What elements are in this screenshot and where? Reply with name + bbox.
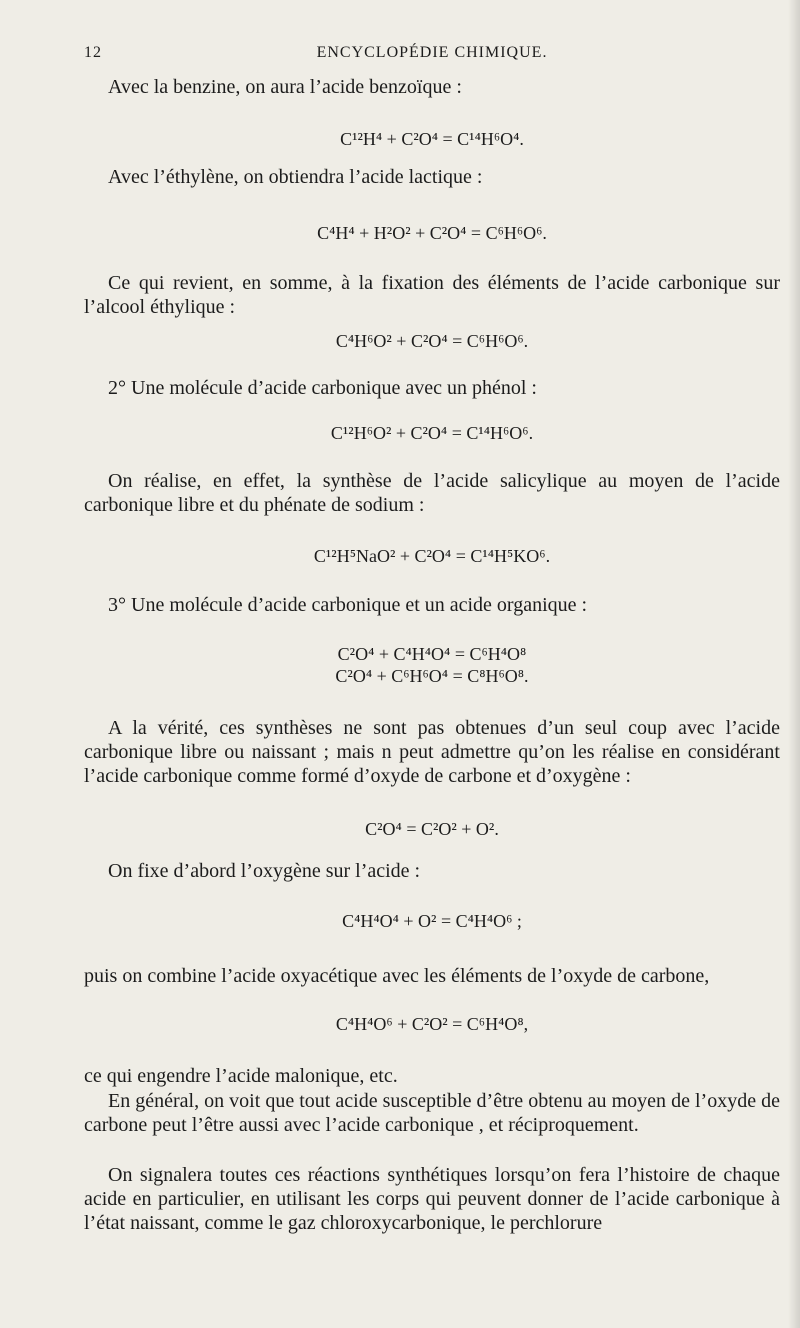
page-header	[84, 44, 780, 68]
paragraph-ethylene: Avec l’éthylène, on obtiendra l’acide lactique :	[108, 166, 483, 188]
equation-sodium-phenate: C¹²H⁵NaO² + C²O⁴ = C¹⁴H⁵KO⁶.	[313, 546, 551, 566]
equation-malonic: C⁴H⁴O⁶ + C²O² = C⁶H⁴O⁸,	[335, 1014, 529, 1034]
paragraph-reactions: On signalera toutes ces réactions synthétiques lorsqu’on fera l’histoire de chaque acide en particulier, en utilisant les corps qui peuvent donner de l’acide carbonique à l’état naissant, comme le gaz chloroxycarbonique, le perchlorure	[84, 1164, 780, 1234]
paragraph-benzine: Avec la benzine, on aura l’acide benzoïque :	[108, 76, 462, 98]
equation-decomposition: C²O⁴ = C²O² + O².	[365, 819, 499, 839]
equation-lactic: C⁴H⁴ + H²O² + C²O⁴ = C⁶H⁶O⁶.	[317, 223, 547, 243]
paragraph-verite: A la vérité, ces synthèses ne sont pas obtenues d’un seul coup avec l’acide carbonique libre ou naissant ; mais n peut admettre qu’on les réalise en considérant l’acide carbonique comme formé d’oxyde de carbone et d’oxygène :	[84, 717, 780, 787]
paragraph-phenol: 2° Une molécule d’acide carbonique avec un phénol :	[108, 377, 537, 399]
page-edge-shadow	[788, 0, 800, 1328]
equation-oxygen: C⁴H⁴O⁴ + O² = C⁴H⁴O⁶ ;	[342, 911, 522, 931]
paragraph-combine: puis on combine l’acide oxyacétique avec les éléments de l’oxyde de carbone,	[84, 965, 710, 987]
paragraph-fixation: Ce qui revient, en somme, à la fixation des éléments de l’acide carbonique sur l’alcool éthylique :	[84, 272, 780, 318]
paragraph-salicylic: On réalise, en effet, la synthèse de l’acide salicylique au moyen de l’acide carbonique libre et du phénate de sodium :	[84, 470, 780, 516]
equation-ethyl-alcohol: C⁴H⁶O² + C²O⁴ = C⁶H⁶O⁶.	[335, 331, 529, 351]
equation-organic-2: C²O⁴ + C⁶H⁶O⁴ = C⁸H⁶O⁸.	[335, 666, 529, 686]
paragraph-organic-acid: 3° Une molécule d’acide carbonique et un acide organique :	[108, 594, 588, 616]
paragraph-general: En général, on voit que tout acide susceptible d’être obtenu au moyen de l’oxyde de carbone peut l’être aussi avec l’acide carbonique , et réciproquement.	[84, 1090, 780, 1136]
paragraph-oxygen: On fixe d’abord l’oxygène sur l’acide :	[108, 860, 421, 882]
equation-benzoic: C¹²H⁴ + C²O⁴ = C¹⁴H⁶O⁴.	[340, 129, 524, 149]
page-number: 12	[84, 44, 102, 61]
running-title: ENCYCLOPÉDIE CHIMIQUE.	[316, 44, 548, 61]
equation-phenol: C¹²H⁶O² + C²O⁴ = C¹⁴H⁶O⁶.	[330, 423, 534, 443]
paragraph-malonic: ce qui engendre l’acide malonique, etc.	[84, 1065, 398, 1087]
equation-organic-1: C²O⁴ + C⁴H⁴O⁴ = C⁶H⁴O⁸	[337, 644, 527, 664]
